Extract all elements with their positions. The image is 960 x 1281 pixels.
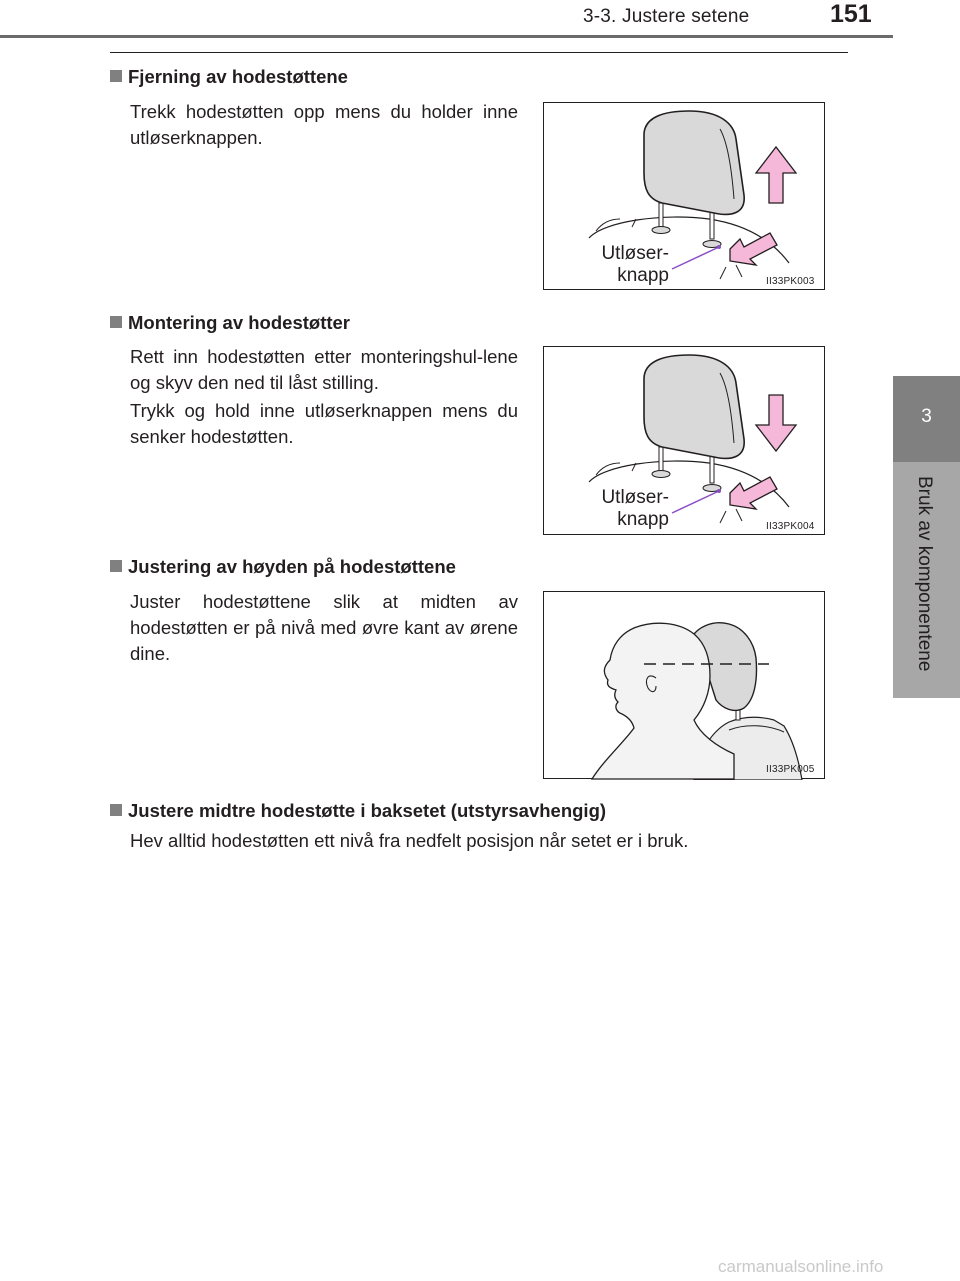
paragraph-remove: Trekk hodestøtten opp mens du holder inne utløserknappen. <box>130 101 518 148</box>
release-button-label: Utløser- knapp <box>601 487 669 530</box>
paragraph-rear-center: Hev alltid hodestøtten ett nivå fra nedfelt posisjon når setet er i bruk. <box>130 830 689 851</box>
figure-code: II33PK005 <box>766 764 815 775</box>
head-position-illustration <box>544 592 826 780</box>
section-heading-rear-center: Justere midtre hodestøtte i baksetet (utstyrsavhengig) <box>110 800 606 822</box>
figure-remove-headrest <box>543 102 825 290</box>
figure-headrest-height <box>543 591 825 779</box>
paragraph-height: Juster hodestøttene slik at midten av hodestøtten er på nivå med øvre kant av ørene dine. <box>130 591 518 664</box>
square-bullet-icon <box>110 560 122 572</box>
chapter-band <box>893 462 960 698</box>
section-heading-remove: Fjerning av hodestøttene <box>110 66 348 88</box>
figure-install-headrest <box>543 346 825 535</box>
square-bullet-icon <box>110 804 122 816</box>
section-title: 3-3. Justere setene <box>583 6 750 27</box>
square-bullet-icon <box>110 70 122 82</box>
paragraph-install-1: Rett inn hodestøtten etter monteringshul-lene og skyv den ned til låst stilling. <box>130 346 518 393</box>
watermark: carmanualsonline.info <box>718 1257 884 1276</box>
content-rule <box>110 52 848 53</box>
chapter-title: Bruk av komponentene <box>914 476 935 672</box>
page-number: 151 <box>830 0 872 28</box>
header-rule <box>0 35 893 38</box>
figure-code: II33PK003 <box>766 276 815 287</box>
page-header <box>0 0 960 40</box>
section-heading-height: Justering av høyden på hodestøttene <box>110 556 456 578</box>
chapter-number: 3 <box>921 406 932 427</box>
release-button-label: Utløser- knapp <box>601 243 669 286</box>
section-heading-install: Montering av hodestøtter <box>110 312 350 334</box>
chapter-tab <box>893 376 960 462</box>
figure-code: II33PK004 <box>766 521 815 532</box>
square-bullet-icon <box>110 316 122 328</box>
paragraph-install-2: Trykk og hold inne utløserknappen mens du senker hodestøtten. <box>130 400 518 447</box>
